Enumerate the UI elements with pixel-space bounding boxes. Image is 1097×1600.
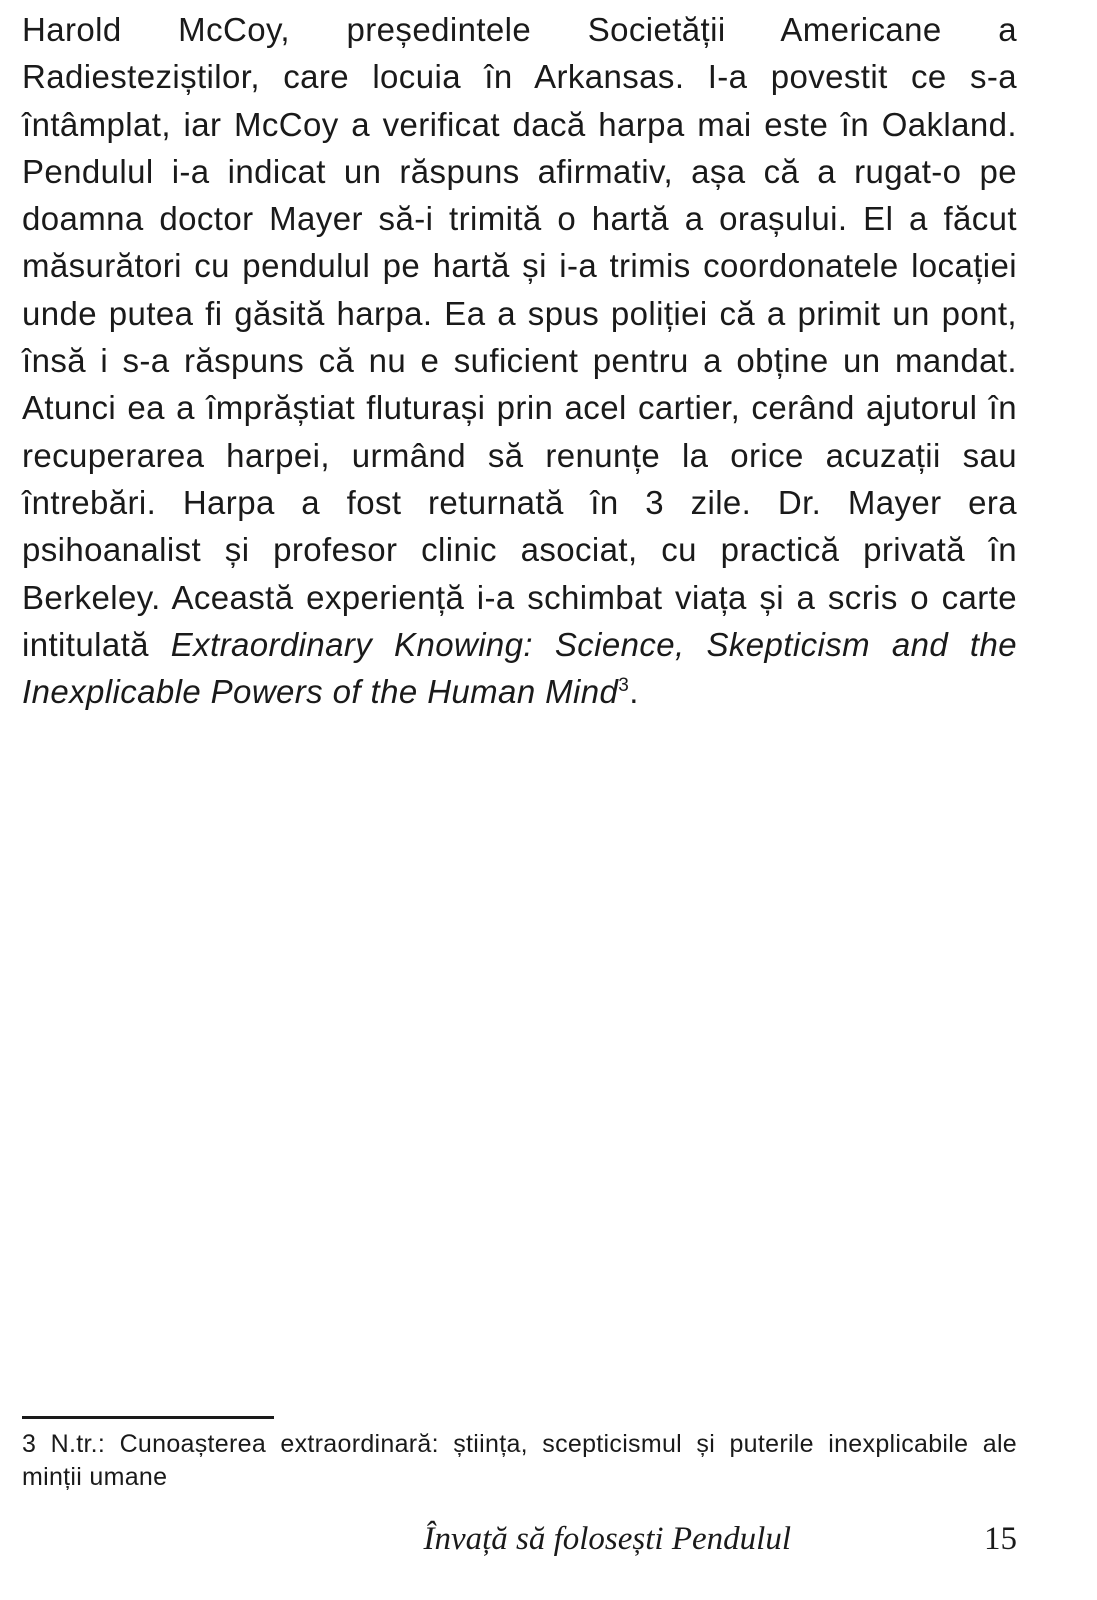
footnote-divider — [22, 1416, 274, 1419]
body-paragraph — [22, 6, 1017, 715]
running-title: Învață să folosești Pendulul — [423, 1521, 791, 1557]
paragraph-text: Harold McCoy, președintele Societății Americane a Radiesteziștilor, care locuia în Arkansas. I-a povestit ce s-a întâmplat, iar McCoy a verificat dacă harpa mai este în Oakland. Pendulul i-a indicat un răspuns afirmativ, așa că a rugat-o pe doamna doctor Mayer să-i trimită o hartă a orașului. El a făcut măsurători cu pendulul pe hartă și i-a trimis coordonatele locației unde putea fi găsită harpa. Ea a spus poliției că a primit un pont, însă i s-a răspuns că nu e suficient pentru a obține un mandat. Atunci ea a împrăștiat fluturași prin acel cartier, cerând ajutorul în recuperarea harpei, urmând să renunțe la orice acuzații sau întrebări. Harpa a fost returnată în 3 zile. Dr. Mayer era psihoanalist și profesor clinic asociat, cu practică privată în Berkeley. Această experiență i-a schimbat viața și a scris o carte intitulată — [22, 11, 1017, 663]
footnote-reference: 3 — [618, 675, 630, 697]
closing-punctuation: . — [629, 673, 639, 711]
page-number: 15 — [984, 1521, 1017, 1557]
book-title: Extraordinary Knowing: Science, Skepticism and the Inexplicable Powers of the Human Mind — [22, 625, 1018, 711]
footnote-text: 3 N.tr.: Cunoașterea extraordinară: știința, scepticismul și puterile inexplicabile ale minții umane — [22, 1430, 1017, 1491]
page-footer — [22, 1514, 1017, 1564]
